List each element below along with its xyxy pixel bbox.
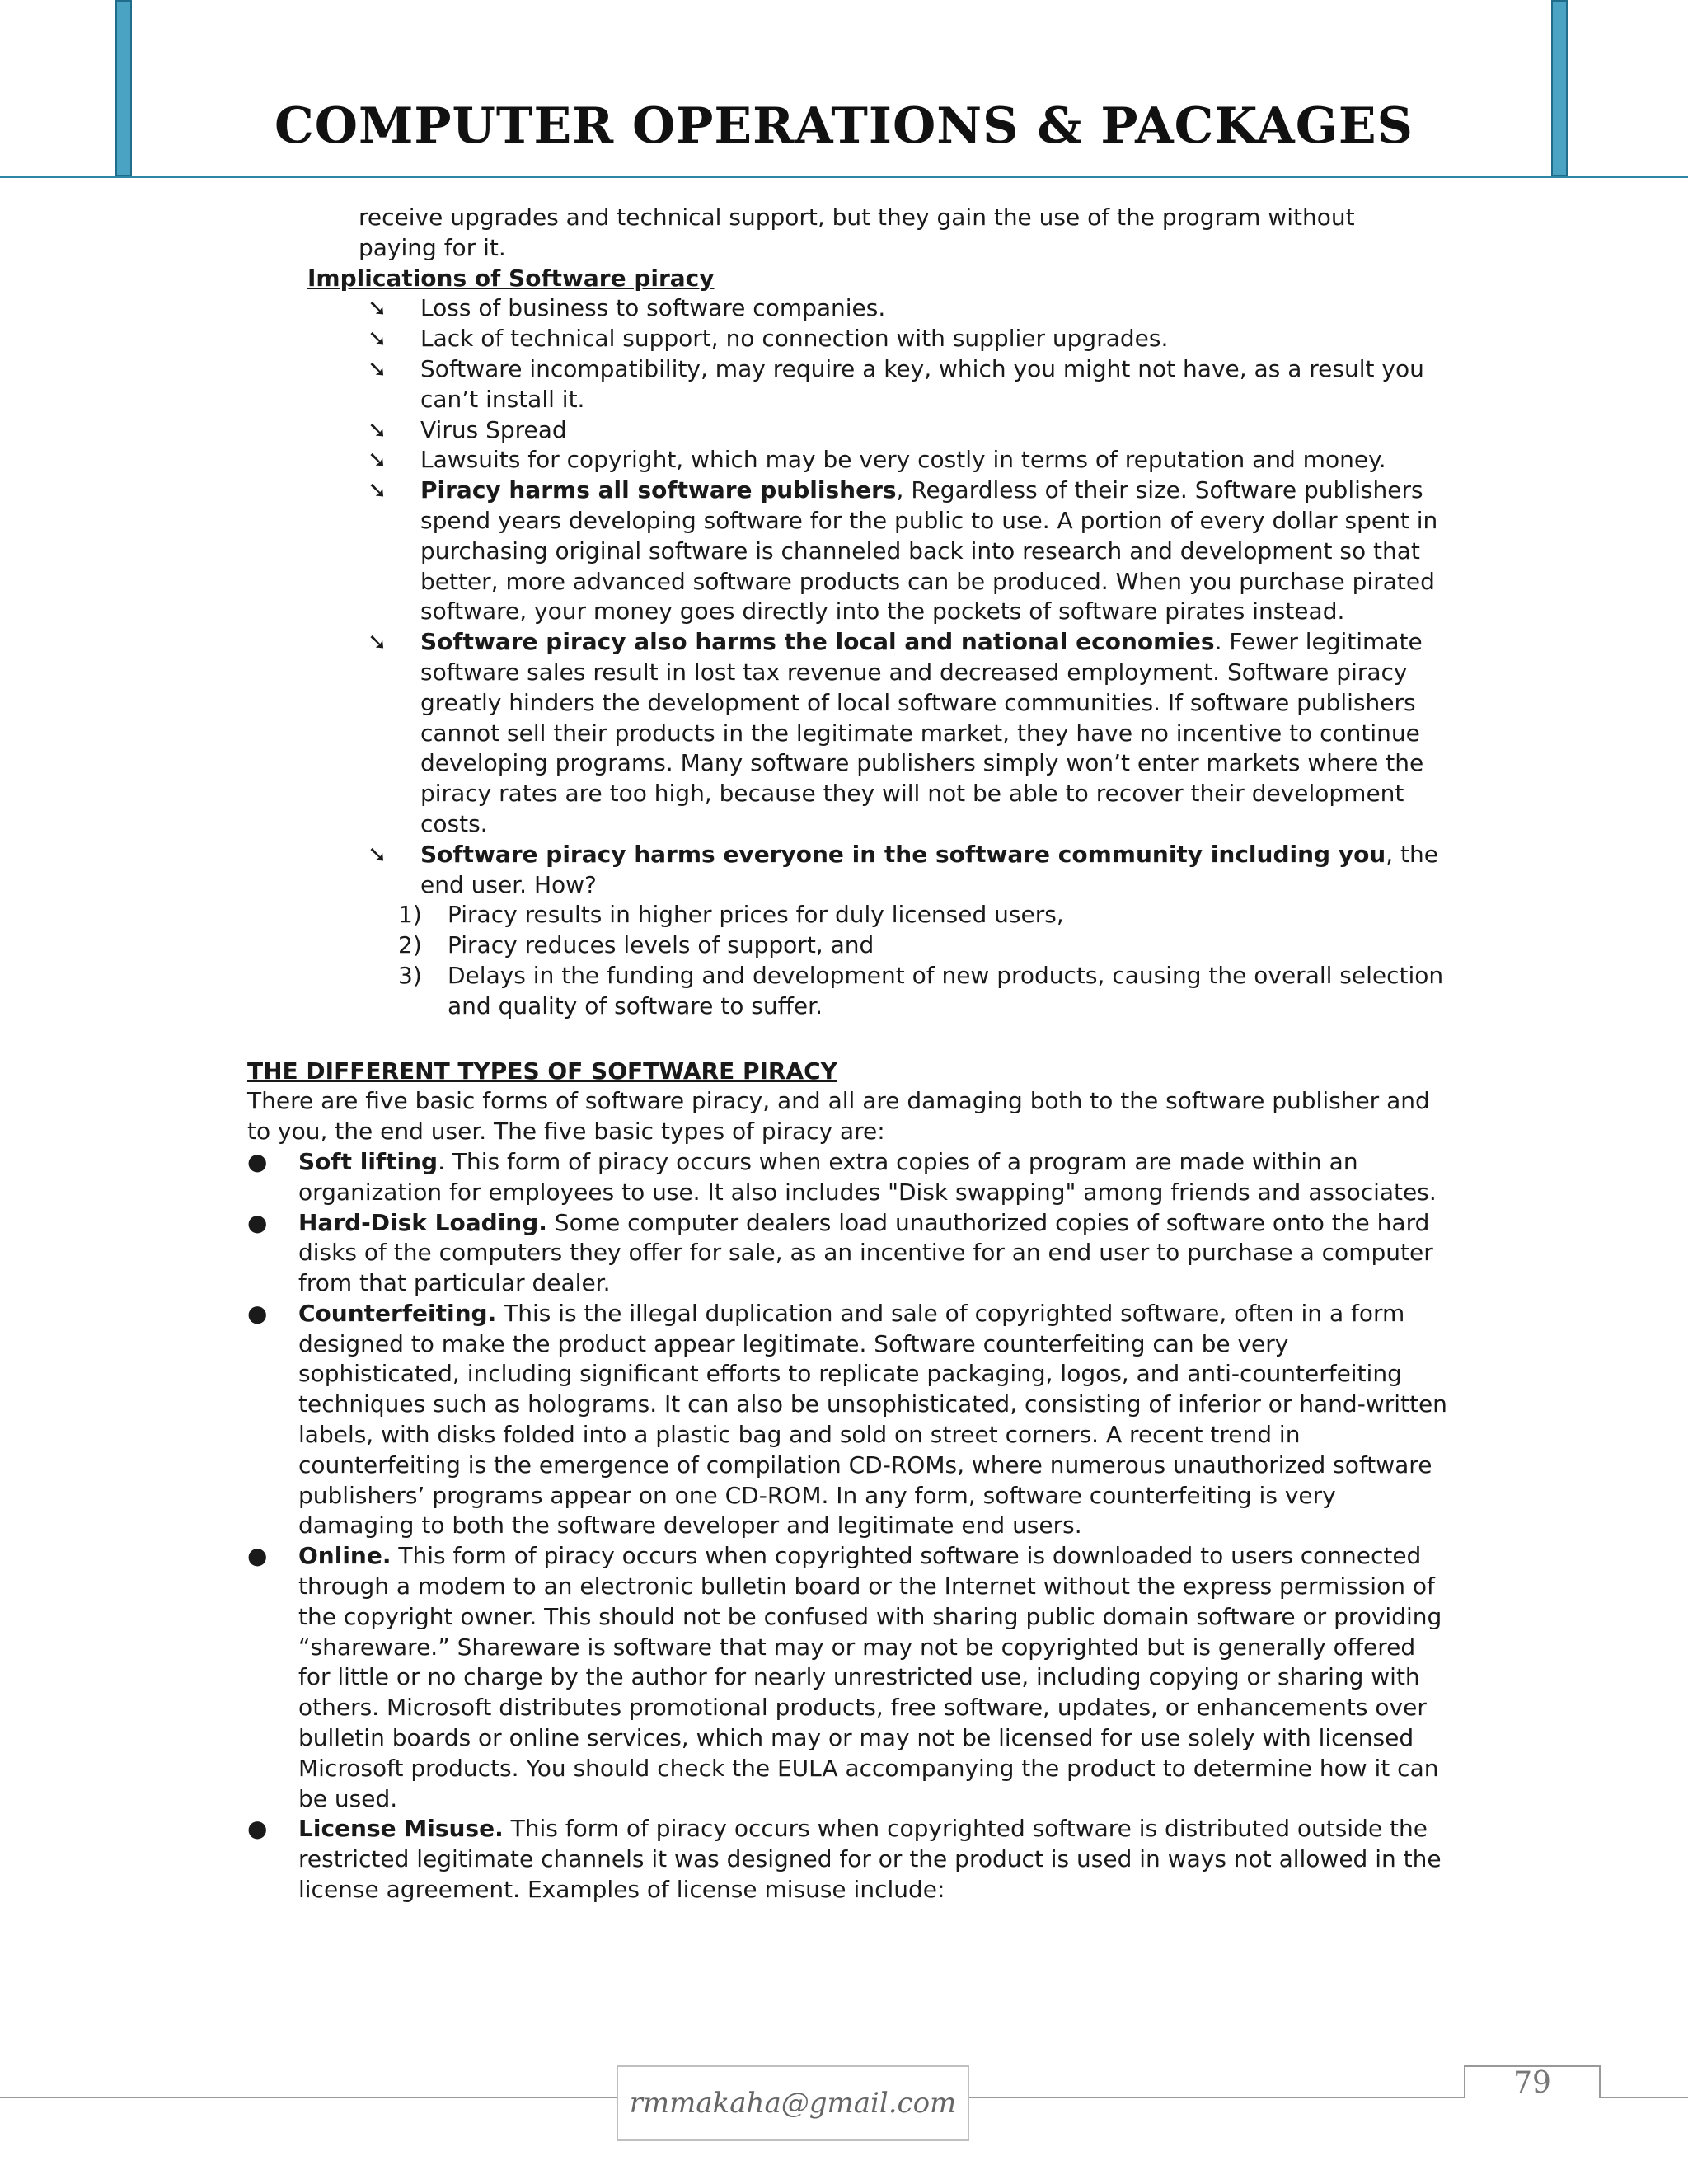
item-text: Virus Spread [420, 415, 567, 443]
arrow-bullet-icon: ➘ [368, 628, 387, 656]
item-text: This form of piracy occurs when copyrighted software is downloaded to users connected through a modem to an electronic bulletin board or the Internet without the express permission of the copyright owner. This should not be confused with sharing public domain software or providing “shareware.” Shareware is software that may or may not be copyrighted but is generally offered for little or no charge by the author for nearly unrestricted use, including copying or sharing with others. Microsoft distributes promotional products, free software, updates, or enhancements over bulletin boards or online services, which may or may not be licensed for use solely with licensed Microsoft products. You should check the EULA accompanying the product to determine how it can be used. [298, 1542, 1442, 1812]
arrow-bullet-icon: ➘ [368, 294, 387, 322]
round-bullet-icon: ● [247, 1147, 268, 1175]
list-item [247, 1208, 1451, 1299]
types-intro: There are five basic forms of software piracy, and all are damaging both to the software publisher and to you, the end user. The five basic types of piracy are: [247, 1087, 1430, 1146]
intro-line-1: receive upgrades and technical support, but they gain the use of the program without [359, 204, 1355, 231]
item-bold: Software piracy also harms the local and national economies [420, 628, 1215, 656]
list-item [247, 900, 1451, 930]
list-item [247, 627, 1451, 840]
round-bullet-icon: ● [247, 1542, 268, 1570]
arrow-bullet-icon: ➘ [368, 354, 387, 382]
item-text: Lack of technical support, no connection with supplier upgrades. [420, 325, 1169, 353]
item-text: Piracy reduces levels of support, and [448, 931, 874, 959]
implications-list [247, 293, 1451, 900]
arrow-bullet-icon: ➘ [368, 325, 387, 353]
item-text: Delays in the funding and development of new products, causing the overall selection and quality of software to suffer. [448, 961, 1444, 1019]
item-number: 2) [398, 931, 422, 959]
list-item [247, 354, 1451, 415]
types-heading: THE DIFFERENT TYPES OF SOFTWARE PIRACY [247, 1057, 837, 1085]
page-content [247, 203, 1451, 1905]
arrow-bullet-icon: ➘ [368, 415, 387, 443]
item-text: , Regardless of their size. Software publishers spend years developing software for the public to use. A portion of every dollar spent in purchasing original software is channeled back into research and development so that better, more advanced software products can be produced. When you purchase pirated software, your money goes directly into the pockets of software pirates instead. [420, 476, 1438, 626]
intro-line-2: paying for it. [359, 233, 506, 261]
item-bold: Counterfeiting. [298, 1299, 497, 1327]
item-number: 1) [398, 901, 422, 929]
item-bold: Online. [298, 1542, 392, 1570]
page-number: 79 [1464, 2065, 1601, 2098]
round-bullet-icon: ● [247, 1299, 268, 1327]
list-item [247, 293, 1451, 324]
item-bold: Hard-Disk Loading. [298, 1208, 547, 1236]
list-item [247, 1814, 1451, 1905]
harm-reasons-list [247, 900, 1451, 1021]
footer-rule-right [1601, 2097, 1688, 2098]
list-item [247, 930, 1451, 961]
piracy-types-list [247, 1147, 1451, 1905]
footer-email: rmmakaha@gmail.com [617, 2065, 969, 2141]
list-item [247, 324, 1451, 354]
arrow-bullet-icon: ➘ [368, 446, 387, 474]
page-title: COMPUTER OPERATIONS & PACKAGES [274, 97, 1414, 155]
item-bold: Piracy harms all software publishers [420, 476, 897, 504]
list-item [247, 1541, 1451, 1814]
footer-rule-left [0, 2097, 617, 2098]
item-bold: Software piracy harms everyone in the software community including you [420, 840, 1386, 868]
item-text: Some computer dealers load unauthorized copies of software onto the hard disks of the computers they offer for sale, as an incentive for an end user to purchase a computer from that particular dealer. [298, 1208, 1433, 1297]
list-item [247, 415, 1451, 446]
arrow-bullet-icon: ➘ [368, 476, 387, 504]
round-bullet-icon: ● [247, 1208, 268, 1236]
item-text: , the end user. How? [420, 840, 1439, 898]
item-text: . Fewer legitimate software sales result in lost tax revenue and decreased employment. Software piracy greatly hinders the development of local software communities. If software publishers cannot sell their products in the legitimate market, they have no incentive to continue developing programs. Many software publishers simply won’t enter markets where the piracy rates are too high, because they will not be able to recover their development costs. [420, 628, 1424, 837]
item-text: This is the illegal duplication and sale of copyrighted software, often in a form designed to make the product appear legitimate. Software counterfeiting can be very sophisticated, including significant efforts to replicate packaging, logos, and anti-counterfeiting techniques such as holograms. It can also be unsophisticated, consisting of inferior or hand-written labels, with disks folded into a plastic bag and sold on street corners. A recent trend in counterfeiting is the emergence of compilation CD-ROMs, where numerous unauthorized software publishers’ programs appear on one CD-ROM. In any form, software counterfeiting is very damaging to both the software developer and legitimate end users. [298, 1299, 1447, 1540]
item-bold: License Misuse. [298, 1815, 504, 1843]
item-text: Lawsuits for copyright, which may be very costly in terms of reputation and money. [420, 446, 1386, 474]
round-bullet-icon: ● [247, 1815, 268, 1843]
list-item [247, 445, 1451, 476]
implications-heading: Implications of Software piracy [307, 264, 715, 292]
header-rule [0, 176, 1688, 178]
list-item [247, 1147, 1451, 1208]
list-item [247, 961, 1451, 1022]
list-item [247, 840, 1451, 901]
item-text: . This form of piracy occurs when extra copies of a program are made within an organization for employees to use. It also includes "Disk swapping" among friends and associates. [298, 1147, 1437, 1206]
list-item [247, 476, 1451, 627]
item-number: 3) [398, 961, 422, 989]
item-bold: Soft lifting [298, 1147, 438, 1175]
item-text: Piracy results in higher prices for duly licensed users, [448, 901, 1064, 929]
footer-rule-middle [969, 2097, 1464, 2098]
item-text: Loss of business to software companies. [420, 294, 886, 322]
arrow-bullet-icon: ➘ [368, 840, 387, 868]
list-item [247, 1299, 1451, 1541]
item-text: Software incompatibility, may require a key, which you might not have, as a result you can’t install it. [420, 354, 1424, 413]
item-text: This form of piracy occurs when copyrighted software is distributed outside the restricted legitimate channels it was designed for or the product is used in ways not allowed in the license agreement. Examples of license misuse include: [298, 1815, 1442, 1904]
